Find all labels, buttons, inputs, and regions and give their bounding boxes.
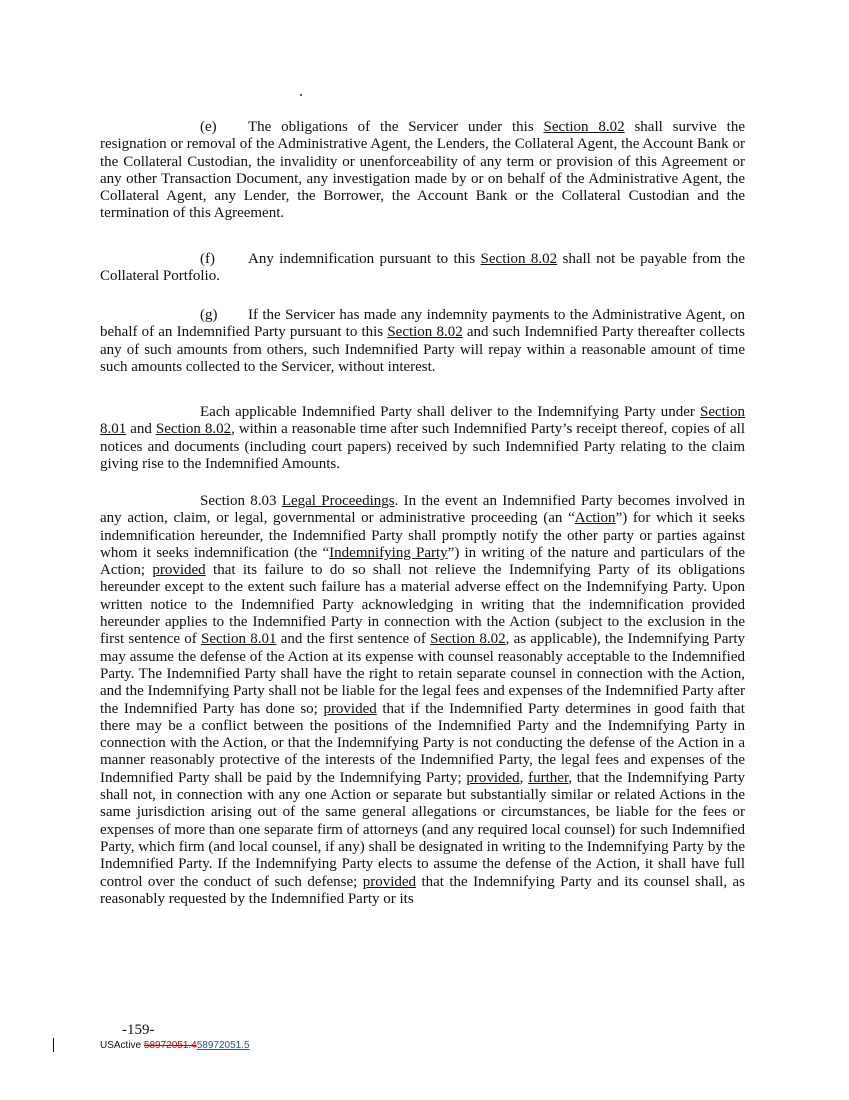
doc-prefix: USActive xyxy=(100,1040,144,1051)
proviso: provided xyxy=(362,873,417,890)
section-ref: Section 8.02 xyxy=(430,631,506,648)
section-ref: Section 8.02 xyxy=(480,251,558,267)
defined-term: Indemnifying Party xyxy=(329,544,448,561)
proviso: provided xyxy=(323,700,377,717)
inserted-doc-id: 58972051.5 xyxy=(196,1040,250,1051)
section-heading: Section 8.03 xyxy=(200,493,282,509)
paragraph-e: (e) The obligations of the Servicer under this Section 8.02 shall survive the resignation or removal of the Administrative Agent, the Lenders, the Collateral Agent, the Account Bank or the Collateral Custodian, the invalidity or unenforceability of any term or provision of this Agreement or any other Transaction Document, any investigation made by or on behalf of the Administrative Agent, the Collateral Agent, any Lender, the Borrower, the Account Bank or the Collateral Custodian and the termination of this Agreement. xyxy=(100,119,745,222)
paragraph-g: (g) If the Servicer has made any indemnity payments to the Administrative Agent, on behalf of an Indemnified Party pursuant to this Section 8.02 and such Indemnified Party thereafter collects any of such amounts from others, such Indemnified Party will repay within a reasonable amount of time such amounts collected to the Servicer, without interest. xyxy=(100,307,746,375)
deleted-doc-id: 58972051.4 xyxy=(143,1040,197,1051)
proviso: provided xyxy=(466,769,520,786)
paragraph-section-8-03: Section 8.03 Legal Proceedings. In the event an Indemnified Party becomes involved in any action, claim, or legal, governmental or administrative proceeding (an “Action”) for which it seeks indemnification hereunder, the Indemnified Party shall promptly notify the other party or parties against whom it seeks indemnification (the “Indemnifying Party”) in writing of the nature and particulars of the Action; provided that its failure to do so shall not relieve the Indemnifying Party of its obligations hereunder except to the extent such failure has a material adverse effect on the Indemnifying Party. Upon written notice to the Indemnified Party acknowledging in writing that the indemnification provided hereunder applies to the Indemnified Party in connection with the Action (subject to the exclusion in the first sentence of Section 8.01 and the first sentence of Section 8.02, as applicable), the Indemnifying Party may assume the defense of the Action at its expense with counsel reasonably acceptable to the Indemnified Party. The Indemnified Party shall have the right to retain separate counsel in connection with the Action, and the Indemnifying Party shall not be liable for the legal fees and expenses of the Indemnified Party after the Indemnified Party has done so; provided that if the Indemnified Party determines in good faith that there may be a conflict between the positions of the Indemnified Party and the Indemnifying Party in connection with the Action, or that the Indemnifying Party is not conducting the defense of the Action in a manner reasonably protective of the interests of the Indemnified Party, the legal fees and expenses of the Indemnified Party shall be paid by the Indemnifying Party; provided, further, that the Indemnifying Party shall not, in connection with any one Action or separate but substantially similar or related Actions in the same jurisdiction arising out of the same general allegations or circumstances, be liable for the fees or expenses of more than one separate firm of attorneys (and any required local counsel) for such Indemnified Party, which firm (and local counsel, if any) shall be designated in writing to the Indemnifying Party by the Indemnified Party. If the Indemnifying Party elects to assume the defense of the Action, it shall have full control over the conduct of such defense; provided that the Indemnifying Party and its counsel shall, as reasonably requested by the Indemnified Party or its xyxy=(100,493,746,907)
proviso: further xyxy=(528,769,569,786)
section-title: Legal Proceedings xyxy=(281,493,395,509)
document-id xyxy=(100,1040,250,1051)
clause-label: (f) xyxy=(200,251,215,267)
clause-label: (g) xyxy=(200,307,218,323)
proviso: provided xyxy=(152,562,206,579)
section-ref: Section 8.02 xyxy=(387,324,463,341)
paragraph-each: Each applicable Indemnified Party shall deliver to the Indemnifying Party under Section 8.01 and Section 8.02, within a reasonable time after such Indemnified Party’s receipt thereof, copies of all notices and documents (including court papers) received by such Indemnified Party relating to the claim giving rise to the Indemnified Amounts. xyxy=(100,404,745,472)
stray-mark xyxy=(300,94,302,96)
defined-term: Action xyxy=(574,510,616,527)
section-ref: Section 8.01 xyxy=(100,404,745,438)
section-ref: Section 8.01 xyxy=(200,631,277,648)
change-bar xyxy=(53,1038,54,1052)
section-ref: Section 8.02 xyxy=(155,421,232,438)
paragraph-f: (f) Any indemnification pursuant to this Section 8.02 shall not be payable from the Collateral Portfolio. xyxy=(100,251,745,285)
clause-label: (e) xyxy=(200,119,217,135)
section-ref: Section 8.02 xyxy=(543,119,625,135)
page-number: -159- xyxy=(122,1022,155,1038)
